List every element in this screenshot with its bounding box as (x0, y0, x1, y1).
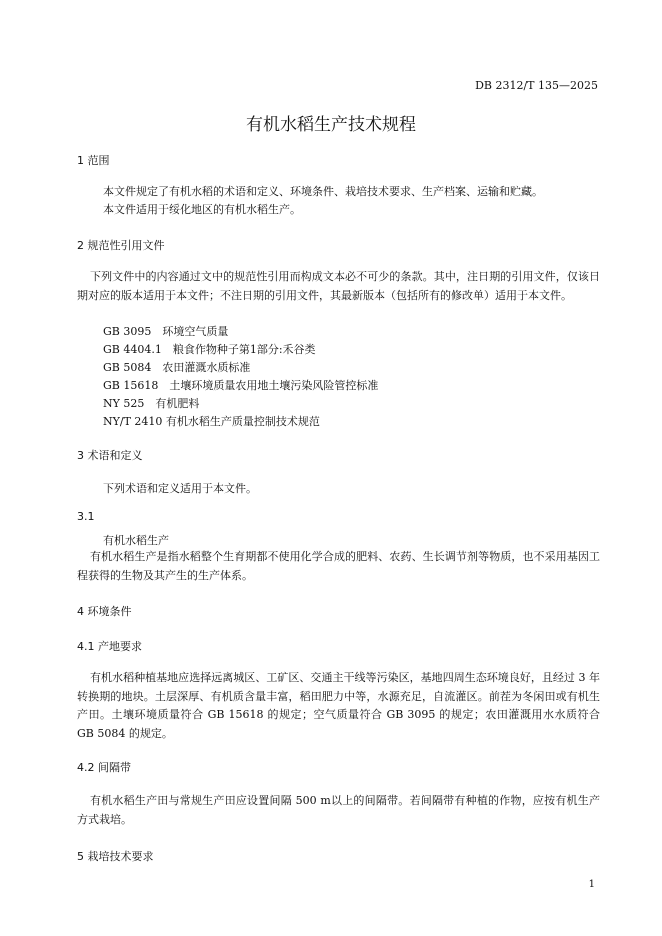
reference-item: GB 5084 农田灌溉水质标准 (103, 361, 251, 374)
clause-number: 3.1 (77, 510, 95, 523)
section-2-heading: 2 规范性引用文件 (77, 239, 165, 252)
page-title: 有机水稻生产技术规程 (246, 115, 416, 135)
section-1-paragraph-1: 本文件规定了有机水稻的术语和定义、环境条件、栽培技术要求、生产档案、运输和贮藏。 (103, 185, 543, 198)
section-3-heading: 3 术语和定义 (77, 449, 143, 462)
section-3-paragraph: 下列术语和定义适用于本文件。 (103, 482, 257, 495)
term-name: 有机水稻生产 (103, 534, 169, 547)
page-number: 1 (588, 879, 595, 890)
section-1-paragraph-2: 本文件适用于绥化地区的有机水稻生产。 (103, 203, 301, 216)
section-4-1-heading: 4.1 产地要求 (77, 640, 142, 653)
section-1-heading: 1 范围 (77, 154, 110, 167)
section-5-heading: 5 栽培技术要求 (77, 850, 154, 863)
reference-item: GB 15618 土壤环境质量农用地土壤污染风险管控标准 (103, 379, 379, 392)
reference-item: GB 3095 环境空气质量 (103, 325, 229, 338)
section-4-1-paragraph: 有机水稻种植基地应选择远离城区、工矿区、交通主干线等污染区，基地四周生态环境良好，且经过 3 年转换期的地块。土层深厚、有机质含量丰富，稻田肥力中等，水源充足，自流灌区。前茬为冬闲田或有机生产田。土壤环境质量符合 GB 15618 的规定；空气质量符合 GB 3095 的规定；农田灌溉用水水质符合 GB 5084 的规定。 (77, 671, 600, 740)
term-definition: 有机水稻生产是指水稻整个生育期都不使用化学合成的肥料、农药、生长调节剂等物质，也不采用基因工程获得的生物及其产生的生产体系。 (77, 550, 600, 582)
reference-item: NY 525 有机肥料 (103, 397, 200, 410)
reference-item: NY/T 2410 有机水稻生产质量控制技术规范 (103, 415, 320, 428)
reference-item: GB 4404.1 粮食作物种子第1部分:禾谷类 (103, 343, 316, 356)
document-number: DB 2312/T 135—2025 (475, 79, 598, 92)
section-4-2-heading: 4.2 间隔带 (77, 761, 131, 774)
section-4-heading: 4 环境条件 (77, 605, 132, 618)
section-4-2-paragraph: 有机水稻生产田与常规生产田应设置间隔 500 m以上的间隔带。若间隔带有种植的作物，应按有机生产方式栽培。 (77, 794, 600, 826)
section-2-paragraph: 下列文件中的内容通过文中的规范性引用而构成文本必不可少的条款。其中，注日期的引用文件，仅该日期对应的版本适用于本文件；不注日期的引用文件，其最新版本（包括所有的修改单）适用于本文件。 (77, 270, 600, 302)
